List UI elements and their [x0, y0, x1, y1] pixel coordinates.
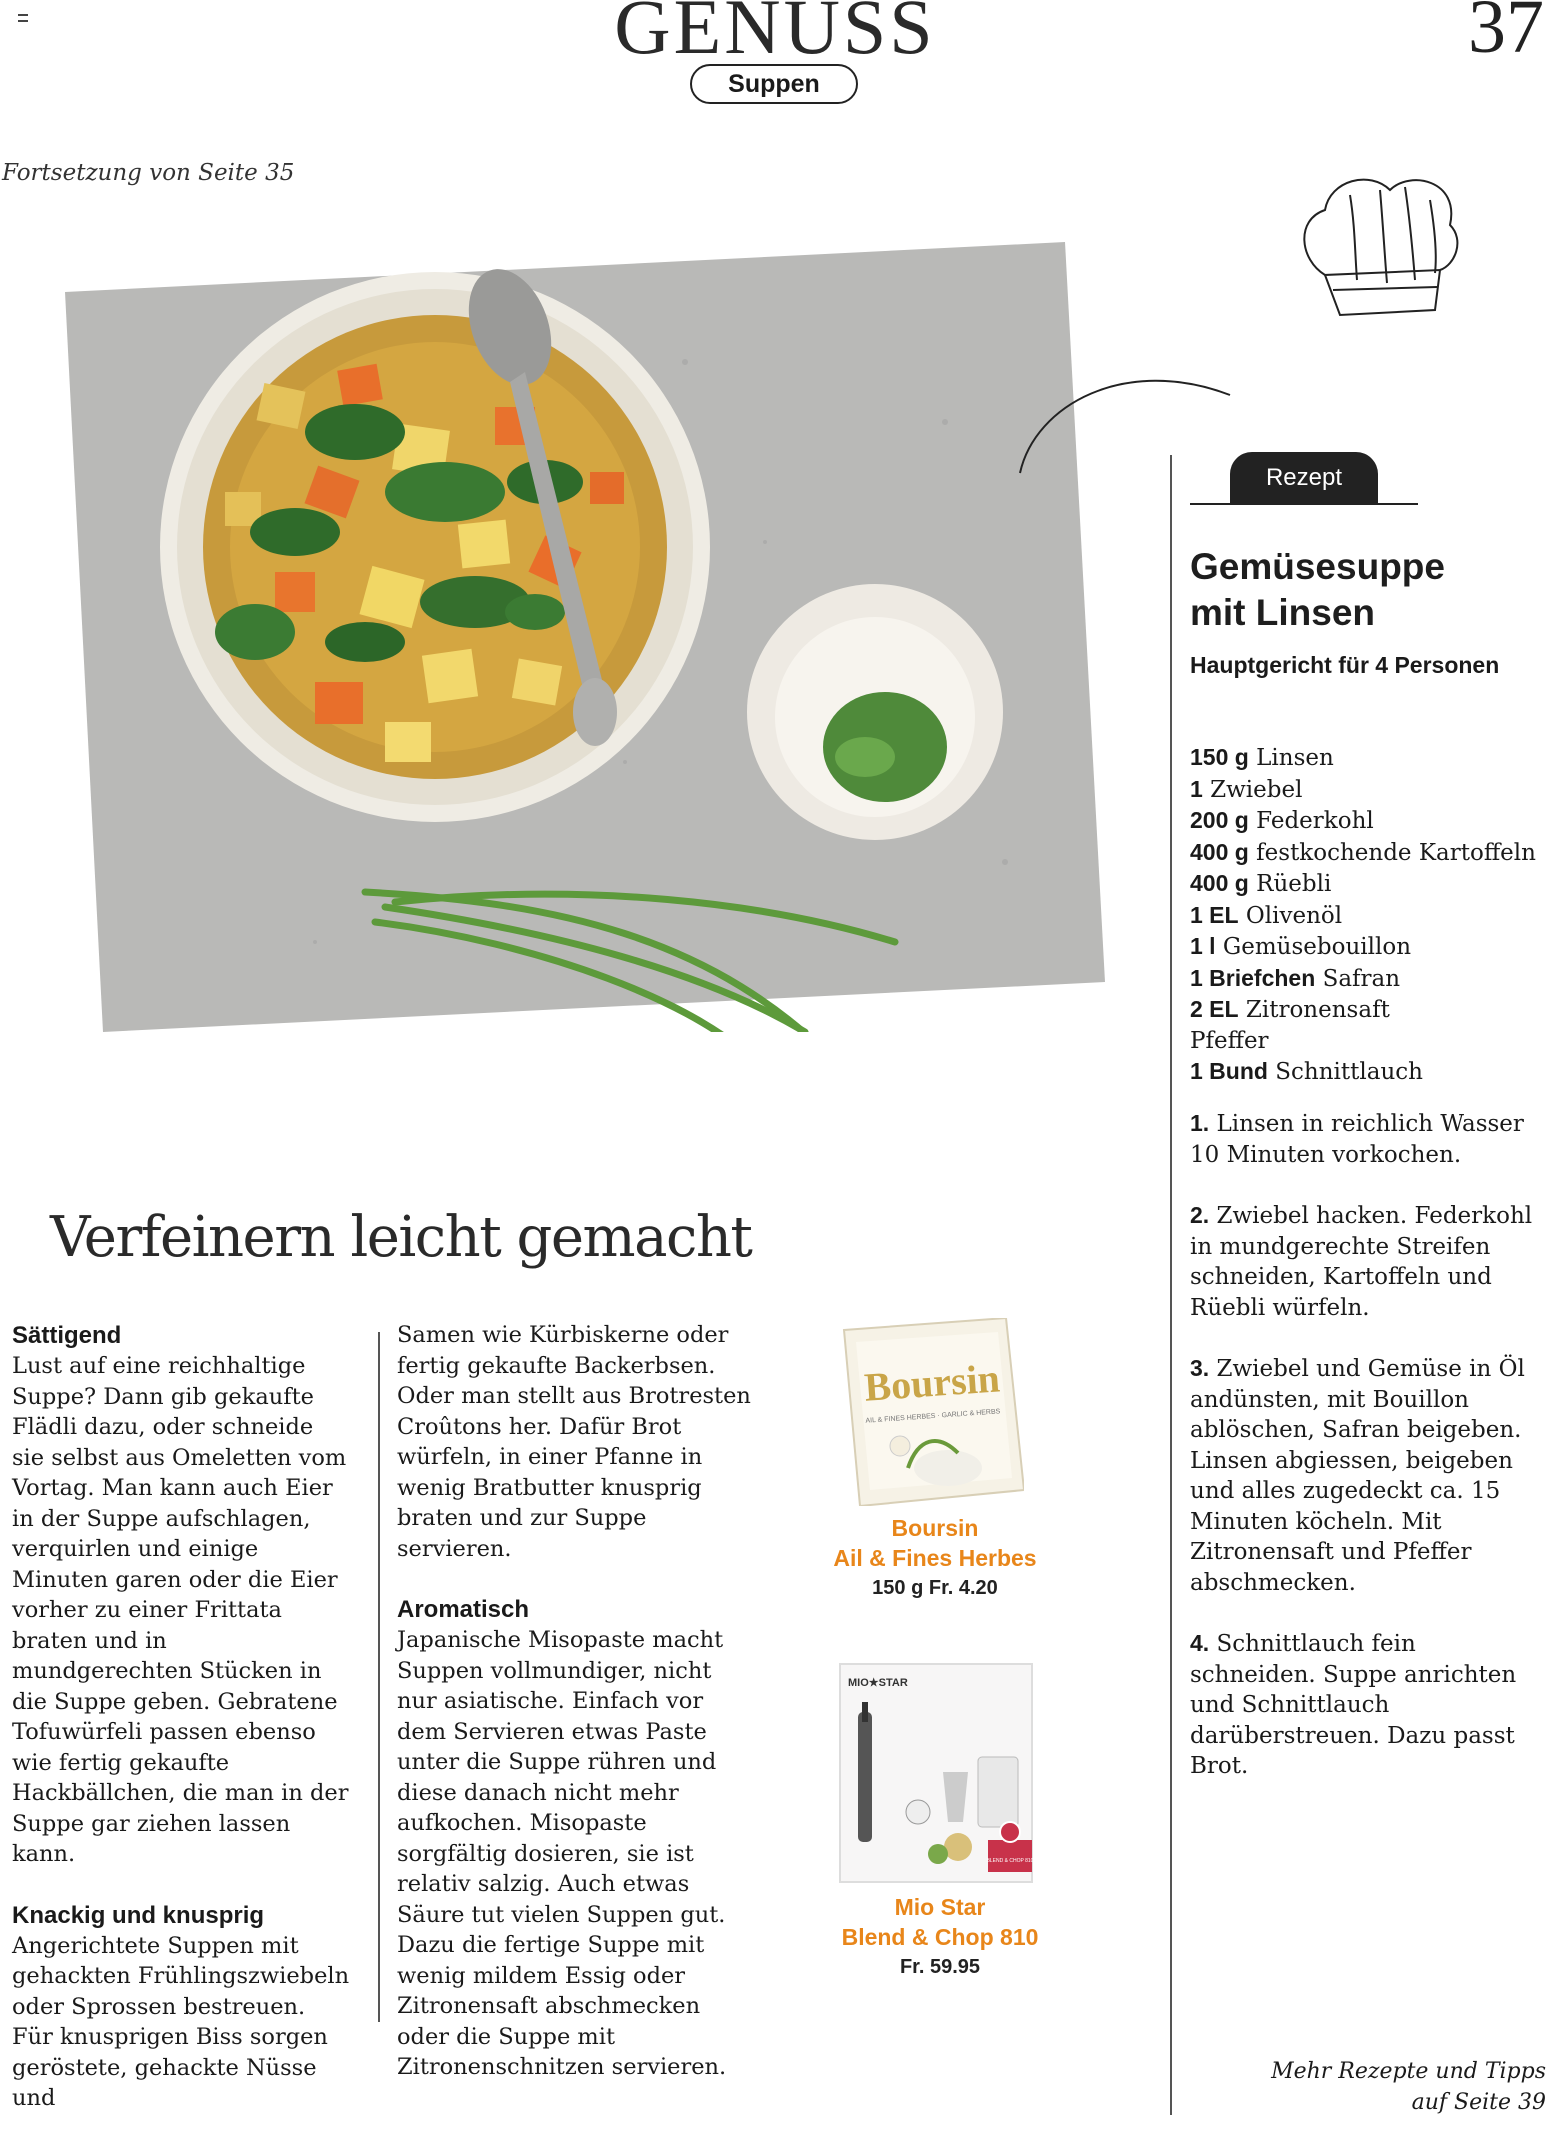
recipe-title-line: Gemüsesuppe	[1190, 546, 1445, 587]
product-price: Fr. 59.95	[899, 1956, 981, 1978]
ingredient-name: festkochende Kartoffeln	[1256, 839, 1536, 866]
ingredient-item	[1190, 1026, 1550, 1057]
recipe-step	[1190, 1353, 1540, 1598]
ingredient-item	[1190, 805, 1550, 837]
step-text: Zwiebel und Gemüse in Öl andünsten, mit Bouillon ablöschen, Safran beigeben. Linsen abgiessen, beigeben und alles zugedeckt ca. 15 Minuten köcheln. Mit Zitronensaft und Pfeffer abschmecken.	[1190, 1356, 1525, 1596]
ingredient-item	[1190, 931, 1550, 963]
boursin-package-sub: AIL & FINES HERBES · GARLIC & HERBS	[865, 1408, 1001, 1425]
ingredient-qty: 1 l	[1190, 933, 1216, 959]
boursin-product-image[interactable]	[838, 1318, 1024, 1506]
section-heading: Sättigend	[12, 1322, 122, 1349]
step-text: Zwiebel hacken. Federkohl in mundgerechte Streifen schneiden, Kartoffeln und Rüebli würfeln.	[1190, 1203, 1533, 1321]
ingredient-name: Zwiebel	[1210, 776, 1303, 803]
chives-bowl	[747, 584, 1003, 840]
ingredient-qty: 1 Bund	[1190, 1058, 1268, 1084]
step-number: 2.	[1190, 1202, 1210, 1228]
miostar-product-image[interactable]	[838, 1662, 1034, 1884]
more-recipes-line: auf Seite 39	[1411, 2090, 1546, 2115]
ingredient-qty: 400 g	[1190, 838, 1249, 865]
recipe-servings: Hauptgericht für 4 Personen	[1190, 652, 1500, 678]
article-title: Verfeinern leicht gemacht	[50, 1205, 752, 1270]
section-text: Samen wie Kürbiskerne oder fertig gekaufte Backerbsen. Oder man stellt aus Brotresten Croûtons her. Dafür Brot würfeln, in einer Pfanne in wenig Bratbutter knusprig braten und zur Suppe servieren.	[397, 1322, 751, 1562]
step-number: 4.	[1190, 1630, 1210, 1656]
more-recipes-line: Mehr Rezepte und Tipps	[1271, 2059, 1546, 2084]
soup-photo	[65, 242, 1105, 1032]
recipe-title-line: mit Linsen	[1190, 592, 1376, 633]
ingredient-name: Rüebli	[1256, 871, 1332, 897]
recipe-title	[1190, 544, 1530, 636]
ingredient-name: Schnittlauch	[1275, 1059, 1423, 1085]
step-text: Linsen in reichlich Wasser 10 Minuten vorkochen.	[1190, 1111, 1524, 1168]
more-recipes-link[interactable]	[1271, 2056, 1546, 2118]
boursin-product[interactable]	[810, 1513, 1060, 1603]
recipe-step	[1190, 1628, 1540, 1782]
column-divider	[378, 1332, 380, 2022]
ingredient-list	[1190, 742, 1550, 1088]
recipe-step	[1190, 1200, 1540, 1323]
ingredient-item	[1190, 994, 1550, 1026]
product-name: Blend & Chop 810	[841, 1924, 1039, 1950]
ingredient-name: Pfeffer	[1190, 1027, 1269, 1054]
recipe-steps	[1190, 1108, 1540, 1812]
page-number: 37	[1468, 0, 1544, 69]
step-text: Schnittlauch fein schneiden. Suppe anrichten und Schnittlauch darüberstreuen. Dazu passt Brot.	[1190, 1631, 1517, 1779]
ingredient-item	[1190, 1056, 1550, 1088]
section-text: Lust auf eine reichhaltige Suppe? Dann gib gekaufte Flädli dazu, oder schneide sie selbst aus Omeletten vom Vortag. Man kann auch Eier in der Suppe aufschlagen, verquirlen und einige Minuten garen oder die Eier vorher zu einer Frittata braten und in mundgerechten Stücken in die Suppe geben. Gebratene Tofuwürfeli passen ebenso wie fertig gekaufte Hackbällchen, die man in der Suppe gar ziehen lassen kann.	[12, 1353, 349, 1867]
recipe-divider	[1170, 455, 1172, 2115]
ingredient-item	[1190, 963, 1550, 995]
ingredient-item	[1190, 837, 1550, 869]
product-name: Boursin	[891, 1515, 979, 1541]
ingredient-item	[1190, 868, 1550, 900]
step-number: 1.	[1190, 1110, 1210, 1136]
ingredient-qty: 1 EL	[1190, 901, 1239, 928]
ingredient-qty: 150 g	[1190, 744, 1249, 770]
ingredient-name: Zitronensaft	[1245, 997, 1390, 1023]
ingredient-qty: 2 EL	[1190, 996, 1239, 1022]
ingredient-qty: 1 Briefchen	[1190, 964, 1316, 991]
ingredient-item	[1190, 774, 1550, 806]
ingredient-qty: 1	[1190, 775, 1203, 802]
ingredient-item	[1190, 900, 1550, 932]
ingredient-name: Federkohl	[1256, 808, 1374, 834]
section-heading: Knackig und knusprig	[12, 1901, 265, 1929]
miostar-package-brand: MIO★STAR	[848, 1677, 908, 1689]
section-text: Japanische Misopaste macht Suppen vollmundiger, nicht nur asiatische. Einfach vor dem Servieren etwas Paste unter die Suppe rühren und diese danach nicht mehr aufkochen. Misopaste sorgfältig dosieren, sie ist relativ salzig. Auch etwas Säure tut vielen Suppen gut. Dazu die fertige Suppe mit wenig mildem Essig oder Zitronensaft abschmecken oder die Suppe mit Zitronenschnitzen servieren.	[397, 1627, 727, 2080]
ingredient-name: Olivenöl	[1245, 902, 1343, 929]
chef-hat-icon	[1295, 165, 1465, 325]
recipe-tab: Rezept	[1230, 452, 1378, 504]
section-heading: Aromatisch	[397, 1596, 530, 1623]
ingredient-name: Safran	[1322, 965, 1401, 992]
section-text: Angerichtete Suppen mit gehackten Frühlingszwiebeln oder Sprossen bestreuen. Für knusprigen Biss sorgen geröstete, gehackte Nüsse und	[12, 1932, 350, 2111]
article-column	[12, 1320, 352, 2144]
ingredient-item	[1190, 742, 1550, 774]
article-column	[397, 1320, 757, 2113]
boursin-package-brand: Boursin	[862, 1355, 1002, 1410]
continuation-note: Fortsetzung von Seite 35	[2, 160, 295, 186]
ingredient-qty: 400 g	[1190, 870, 1249, 896]
ingredient-qty: 200 g	[1190, 807, 1249, 833]
product-name: Mio Star	[894, 1894, 986, 1920]
miostar-product[interactable]	[810, 1892, 1070, 1982]
product-name: Ail & Fines Herbes	[833, 1545, 1037, 1571]
magazine-title: GENUSS	[614, 0, 936, 70]
soup-bowl	[160, 272, 710, 822]
recipe-tab-underline	[1190, 503, 1418, 505]
section-tag[interactable]: Suppen	[690, 64, 858, 104]
recipe-step	[1190, 1108, 1540, 1170]
step-number: 3.	[1190, 1355, 1210, 1381]
ingredient-name: Gemüsebouillon	[1222, 934, 1412, 960]
ingredient-name: Linsen	[1256, 745, 1334, 771]
decorative-curve	[1015, 365, 1245, 475]
product-price: 150 g Fr. 4.20	[872, 1577, 998, 1599]
miostar-package-sub: BLEND & CHOP 810	[986, 1858, 1034, 1864]
